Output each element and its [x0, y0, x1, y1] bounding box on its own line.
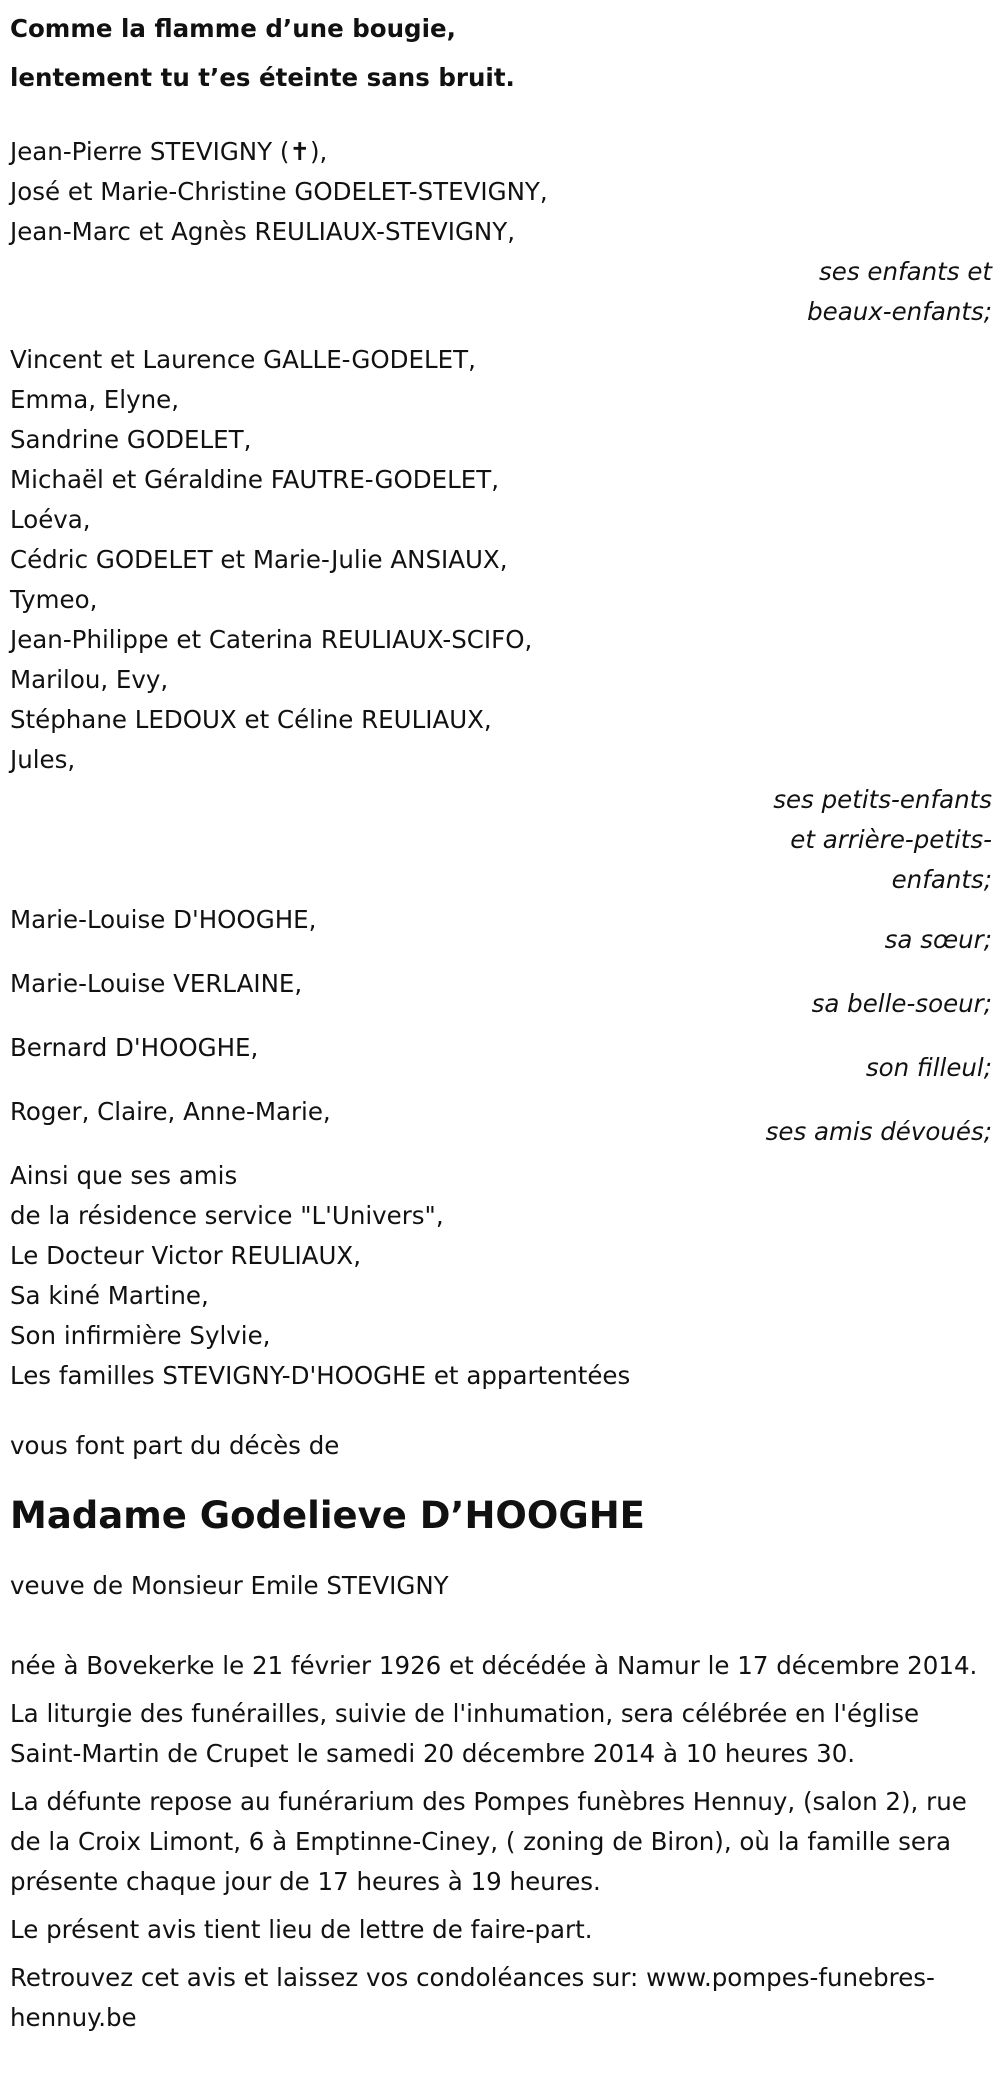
- relative-role: sa sœur;: [884, 925, 992, 954]
- grandchild-name: Jules,: [10, 745, 76, 774]
- notice-paragraph: Le présent avis tient lieu de lettre de faire-part.: [10, 1915, 593, 1944]
- details: [10, 1646, 992, 2038]
- obituary-notice: [10, 4, 992, 2046]
- relative-role: sa belle-soeur;: [811, 989, 992, 1018]
- announcement-text: vous font part du décès de: [10, 1431, 340, 1460]
- condolences-paragraph: Retrouvez cet avis et laissez vos condoléances sur: www.pompes-funebres-hennuy.be: [10, 1963, 935, 2032]
- grandchild-name: Jean-Philippe et Caterina REULIAUX-SCIFO,: [10, 625, 533, 654]
- children-group: [10, 132, 992, 332]
- epigraph: [10, 4, 992, 102]
- relative-name: Bernard D'HOOGHE,: [10, 1033, 259, 1062]
- grandchild-name: Michaël et Géraldine FAUTRE-GODELET,: [10, 465, 500, 494]
- deceased-name: Madame Godelieve D’HOOGHE: [10, 1494, 645, 1537]
- other-line: Ainsi que ses amis: [10, 1161, 238, 1190]
- grandchildren-group: [10, 340, 992, 900]
- other-line: Les familles STEVIGNY-D'HOOGHE et appartentées: [10, 1361, 631, 1390]
- grandchild-name: Cédric GODELET et Marie-Julie ANSIAUX,: [10, 545, 508, 574]
- grandchild-name: Loéva,: [10, 505, 91, 534]
- birth-death-paragraph: née à Bovekerke le 21 février 1926 et décédée à Namur le 17 décembre 2014.: [10, 1651, 978, 1680]
- grandchild-name: Marilou, Evy,: [10, 665, 169, 694]
- relative-role: ses amis dévoués;: [765, 1117, 992, 1146]
- relative-role: son filleul;: [865, 1053, 992, 1082]
- relative-name: Roger, Claire, Anne-Marie,: [10, 1097, 331, 1126]
- funerarium-paragraph: La défunte repose au funérarium des Pompes funèbres Hennuy, (salon 2), rue de la Croix Limont, 6 à Emptinne-Ciney, ( zoning de Biron), où la famille sera présente chaque jour de 17 heures à 19 heures.: [10, 1787, 967, 1896]
- other-line: Le Docteur Victor REULIAUX,: [10, 1241, 362, 1270]
- others-group: [10, 1156, 992, 1396]
- other-line: Sa kiné Martine,: [10, 1281, 209, 1310]
- relative-name: Marie-Louise VERLAINE,: [10, 969, 303, 998]
- relative-sister-in-law: [10, 964, 992, 1028]
- grandchild-name: Vincent et Laurence GALLE-GODELET,: [10, 345, 476, 374]
- grandchild-name: Emma, Elyne,: [10, 385, 179, 414]
- relative-sister: [10, 900, 992, 964]
- grandchild-name: Tymeo,: [10, 585, 98, 614]
- funeral-paragraph: La liturgie des funérailles, suivie de l'inhumation, sera célébrée en l'église Saint-Martin de Crupet le samedi 20 décembre 2014 à 10 heures 30.: [10, 1699, 920, 1768]
- grandchild-name: Sandrine GODELET,: [10, 425, 252, 454]
- relative-godson: [10, 1028, 992, 1092]
- relative-friends: [10, 1092, 992, 1156]
- grandchildren-role: ses petits-enfants et arrière-petits- enfants;: [773, 785, 992, 894]
- other-line: de la résidence service "L'Univers",: [10, 1201, 444, 1230]
- child-name: José et Marie-Christine GODELET-STEVIGNY,: [10, 177, 548, 206]
- epigraph-line: Comme la flamme d’une bougie,: [10, 14, 456, 43]
- grandchild-name: Stéphane LEDOUX et Céline REULIAUX,: [10, 705, 492, 734]
- other-line: Son infirmière Sylvie,: [10, 1321, 271, 1350]
- relative-name: Marie-Louise D'HOOGHE,: [10, 905, 317, 934]
- child-name: Jean-Pierre STEVIGNY (✝),: [10, 137, 328, 166]
- widow-of-text: veuve de Monsieur Emile STEVIGNY: [10, 1571, 449, 1600]
- child-name: Jean-Marc et Agnès REULIAUX-STEVIGNY,: [10, 217, 516, 246]
- children-role: ses enfants et beaux-enfants;: [807, 257, 992, 326]
- epigraph-line: lentement tu t’es éteinte sans bruit.: [10, 63, 515, 92]
